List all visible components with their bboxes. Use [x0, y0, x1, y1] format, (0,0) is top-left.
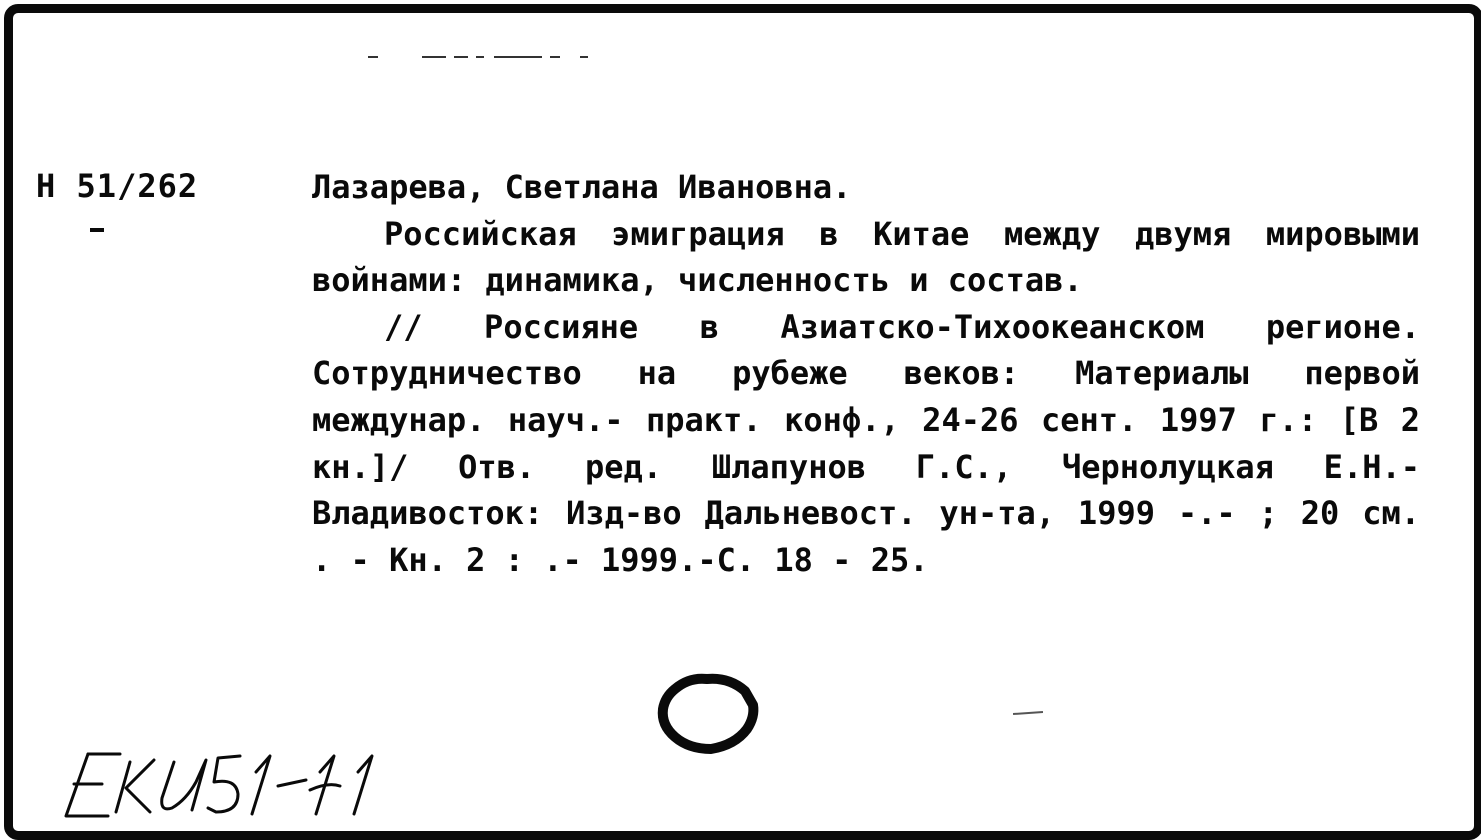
- source-paragraph: // Россияне в Азиатско-Тихоокеанском регионе. Сотрудничество на рубеже веков: Материалы первой междунар. науч.- практ. конф., 24-26 сент. 1997 г.: [В 2 кн.]/ Отв. ред. Шлапунов Г.С., Чернолуцкая Е.Н.- Владивосток: Изд-во Дальневост. ун-та, 1999 -.- ; 20 см. . - Кн. 2 : .- 1999.-С. 18 - 25.: [312, 307, 1420, 579]
- shelfmark: Н 51/262: [36, 167, 199, 205]
- shelfmark-dash: [90, 228, 104, 232]
- title-paragraph: Российская эмиграция в Китае между двумя мировыми войнами: динамика, численность и состав.: [312, 214, 1420, 300]
- author-heading: Лазарева, Светлана Ивановна.: [312, 168, 852, 206]
- punch-hole-icon: [655, 671, 761, 755]
- handwritten-code: [58, 742, 398, 822]
- bibliographic-entry: [312, 164, 1420, 583]
- top-faint-marks: [362, 53, 632, 61]
